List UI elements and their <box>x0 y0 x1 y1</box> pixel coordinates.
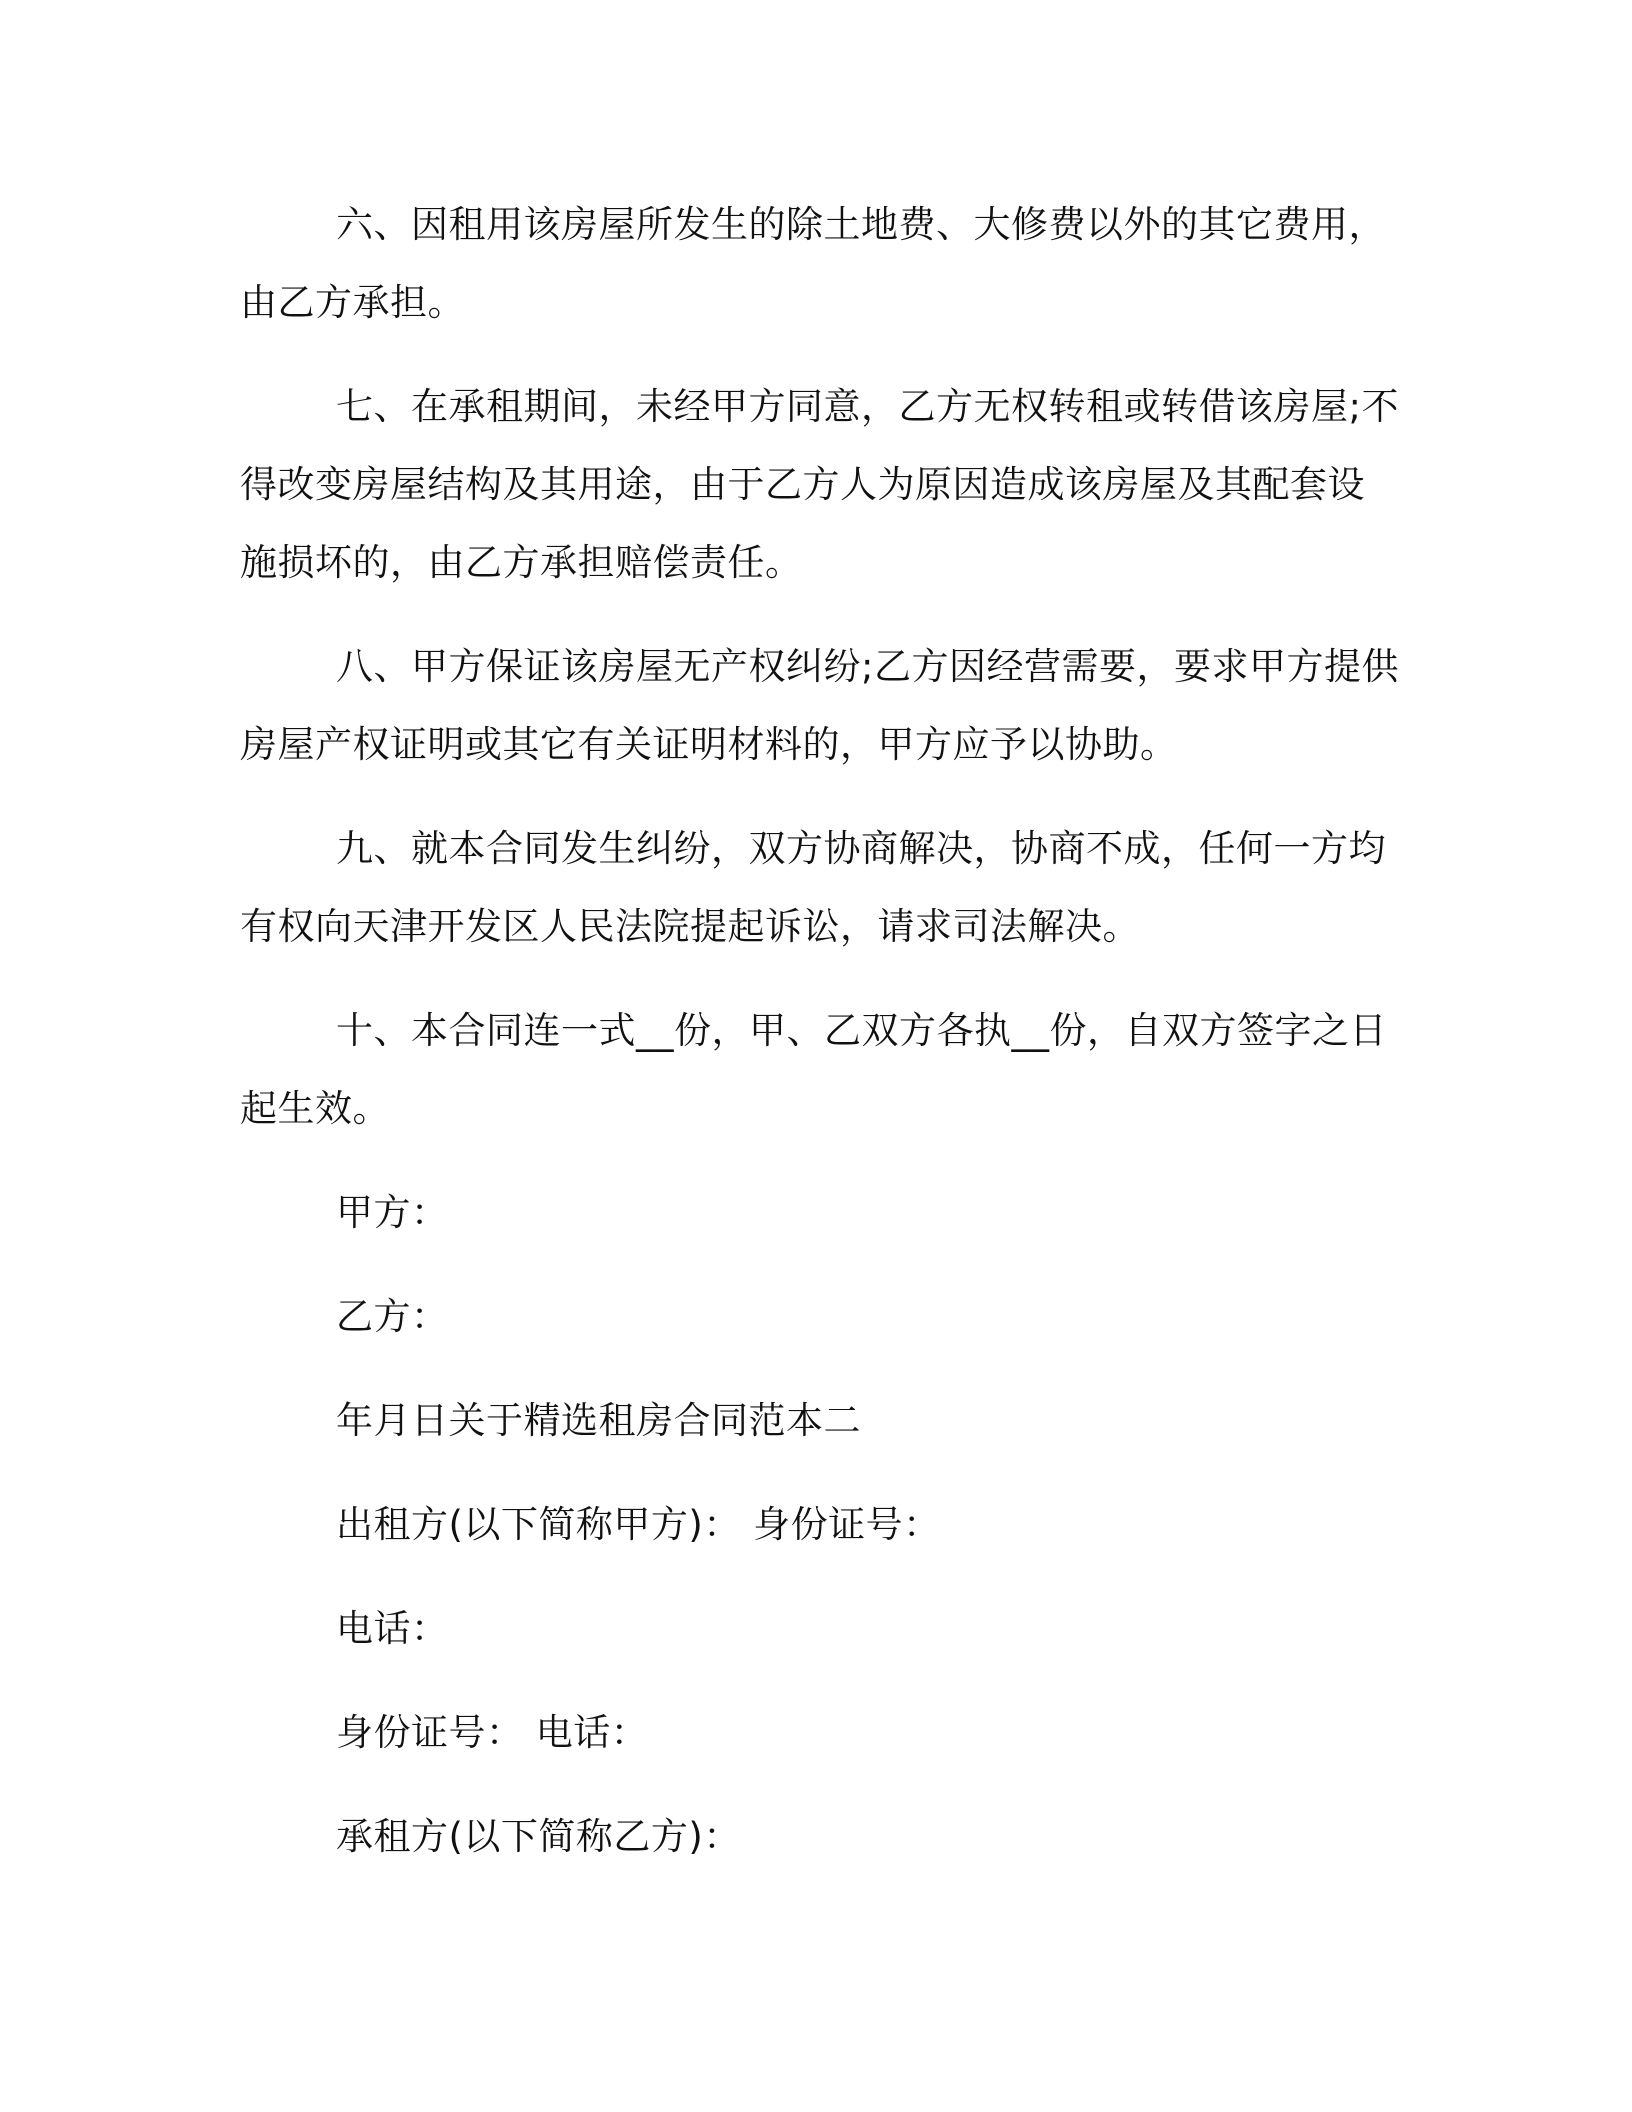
id-phone-line: 身份证号： 电话： <box>336 1711 649 1754</box>
lessor-line: 出租方(以下简称甲方)： 身份证号： <box>336 1503 941 1546</box>
clause-6: 六、因租用该房屋所发生的除土地费、大修费以外的其它费用，由乙方承担。 <box>240 203 1386 324</box>
phone-line: 电话： <box>336 1607 449 1650</box>
party-a-signature-line: 甲方： <box>336 1191 449 1234</box>
clause-9: 九、就本合同发生纠纷，双方协商解决，协商不成，任何一方均有权向天津开发区人民法院提起诉讼，请求司法解决。 <box>240 827 1386 948</box>
clause-8: 八、甲方保证该房屋无产权纠纷;乙方因经营需要，要求甲方提供房屋产权证明或其它有关证明材料的，甲方应予以协助。 <box>240 645 1399 766</box>
clause-7: 七、在承租期间，未经甲方同意，乙方无权转租或转借该房屋;不得改变房屋结构及其用途，由于乙方人为原因造成该房屋及其配套设施损坏的，由乙方承担赔偿责任。 <box>240 385 1399 584</box>
party-b-signature-line: 乙方： <box>336 1295 449 1338</box>
document-body <box>240 186 1400 1876</box>
lessee-line: 承租方(以下简称乙方)： <box>336 1815 741 1858</box>
date-and-next-title: 年月日关于精选租房合同范本二 <box>336 1399 861 1442</box>
clause-10: 十、本合同连一式__份，甲、乙双方各执__份，自双方签字之日起生效。 <box>240 1009 1387 1130</box>
